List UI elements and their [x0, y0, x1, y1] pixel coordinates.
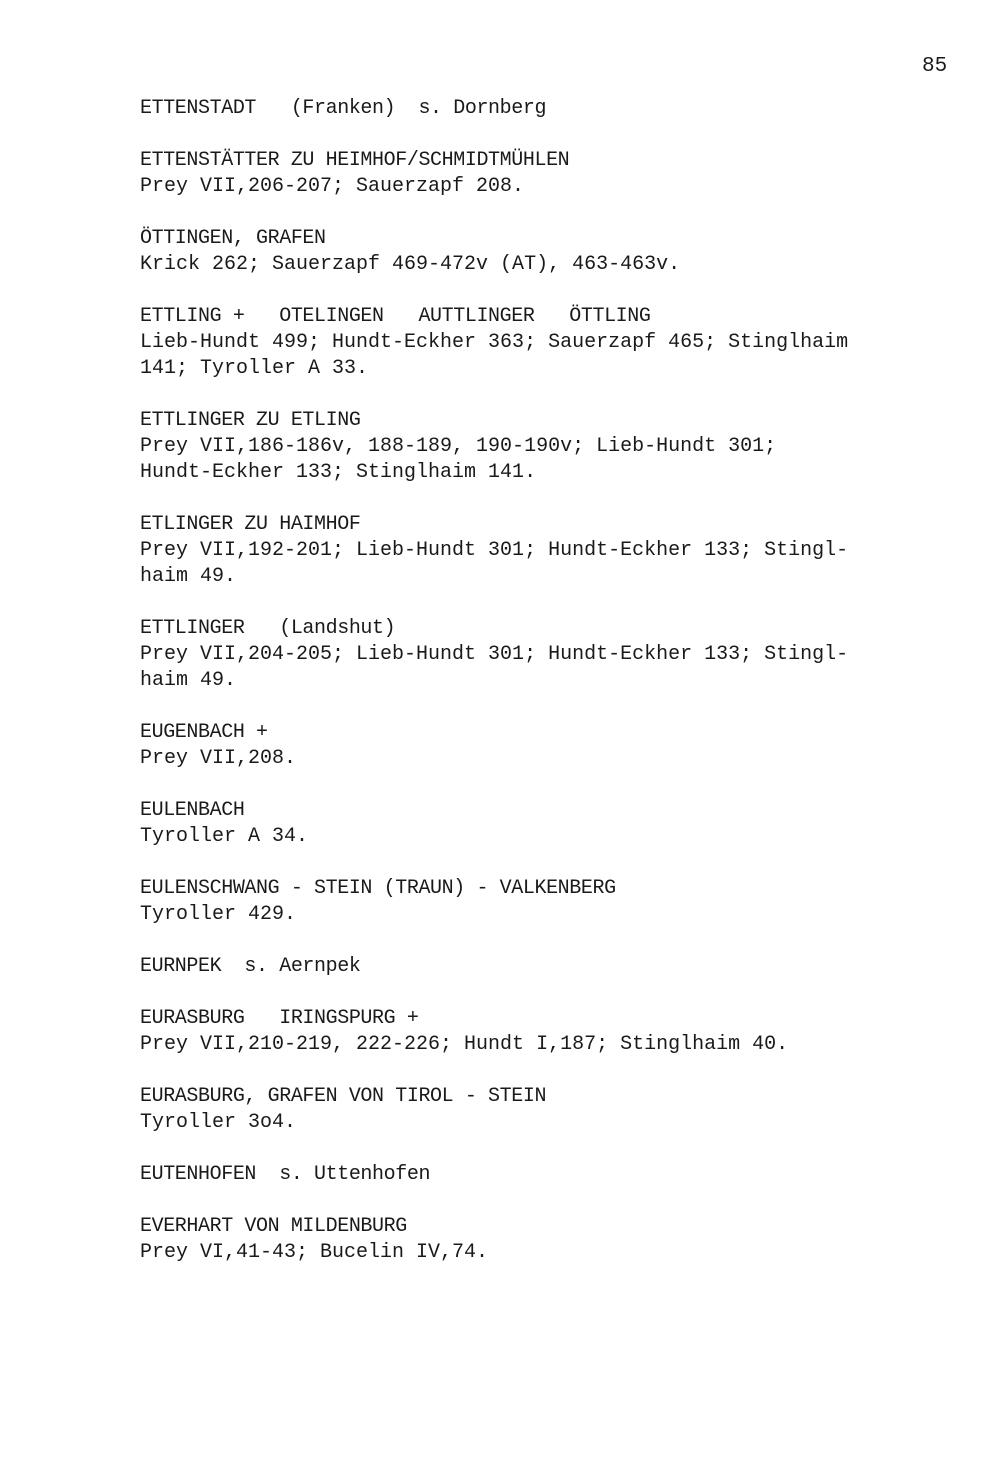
entry-heading: ETLINGER ZU HAIMHOF [140, 513, 361, 536]
entry-reference: Prey VII,208. [140, 747, 297, 770]
index-entry [140, 954, 970, 980]
entry-reference: Lieb-Hundt 499; Hundt-Eckher 363; Sauerzapf 465; Stinglhaim [140, 331, 849, 354]
entry-heading: ÖTTINGEN, GRAFEN [140, 227, 326, 250]
entry-heading: EVERHART VON MILDENBURG [140, 1215, 407, 1238]
entry-heading: EUTENHOFEN s. Uttenhofen [140, 1163, 431, 1186]
index-entry [140, 512, 970, 590]
index-entry [140, 304, 970, 382]
index-entry [140, 1084, 970, 1136]
entry-reference: Hundt-Eckher 133; Stinglhaim 141. [140, 461, 537, 484]
index-entries [140, 96, 970, 1292]
index-entry [140, 798, 970, 850]
entry-heading: EULENSCHWANG - STEIN (TRAUN) - VALKENBERG [140, 877, 616, 900]
entry-reference: Prey VI,41-43; Bucelin IV,74. [140, 1241, 489, 1264]
index-entry [140, 96, 970, 122]
index-entry [140, 616, 970, 694]
entry-heading: EULENBACH [140, 799, 245, 822]
entry-heading: ETTENSTÄTTER ZU HEIMHOF/SCHMIDTMÜHLEN [140, 149, 570, 172]
entry-heading: EURASBURG, GRAFEN VON TIROL - STEIN [140, 1085, 547, 1108]
index-entry [140, 408, 970, 486]
entry-reference: Prey VII,192-201; Lieb-Hundt 301; Hundt-Eckher 133; Stingl- [140, 539, 849, 562]
entry-reference: Tyroller A 34. [140, 825, 309, 848]
entry-reference: Prey VII,210-219, 222-226; Hundt I,187; Stinglhaim 40. [140, 1033, 789, 1056]
entry-reference: Krick 262; Sauerzapf 469-472v (AT), 463-463v. [140, 253, 681, 276]
entry-reference: Prey VII,204-205; Lieb-Hundt 301; Hundt-Eckher 133; Stingl- [140, 643, 849, 666]
index-entry [140, 148, 970, 200]
index-entry [140, 1162, 970, 1188]
index-entry [140, 1006, 970, 1058]
index-entry [140, 876, 970, 928]
index-entry [140, 720, 970, 772]
entry-heading: ETTLINGER (Landshut) [140, 617, 396, 640]
index-entry [140, 1214, 970, 1266]
entry-heading: ETTENSTADT (Franken) s. Dornberg [140, 97, 547, 120]
entry-reference: Tyroller 429. [140, 903, 297, 926]
index-entry [140, 226, 970, 278]
entry-reference: 141; Tyroller A 33. [140, 357, 369, 380]
entry-heading: EURASBURG IRINGSPURG + [140, 1007, 419, 1030]
entry-reference: haim 49. [140, 669, 237, 692]
entry-heading: ETTLING + OTELINGEN AUTTLINGER ÖTTLING [140, 305, 651, 328]
entry-heading: ETTLINGER ZU ETLING [140, 409, 361, 432]
entry-reference: Prey VII,206-207; Sauerzapf 208. [140, 175, 525, 198]
entry-heading: EURNPEK s. Aernpek [140, 955, 361, 978]
entry-heading: EUGENBACH + [140, 721, 268, 744]
entry-reference: Tyroller 3o4. [140, 1111, 297, 1134]
entry-reference: haim 49. [140, 565, 237, 588]
entry-reference: Prey VII,186-186v, 188-189, 190-190v; Lieb-Hundt 301; [140, 435, 777, 458]
page-number: 85 [922, 55, 948, 78]
